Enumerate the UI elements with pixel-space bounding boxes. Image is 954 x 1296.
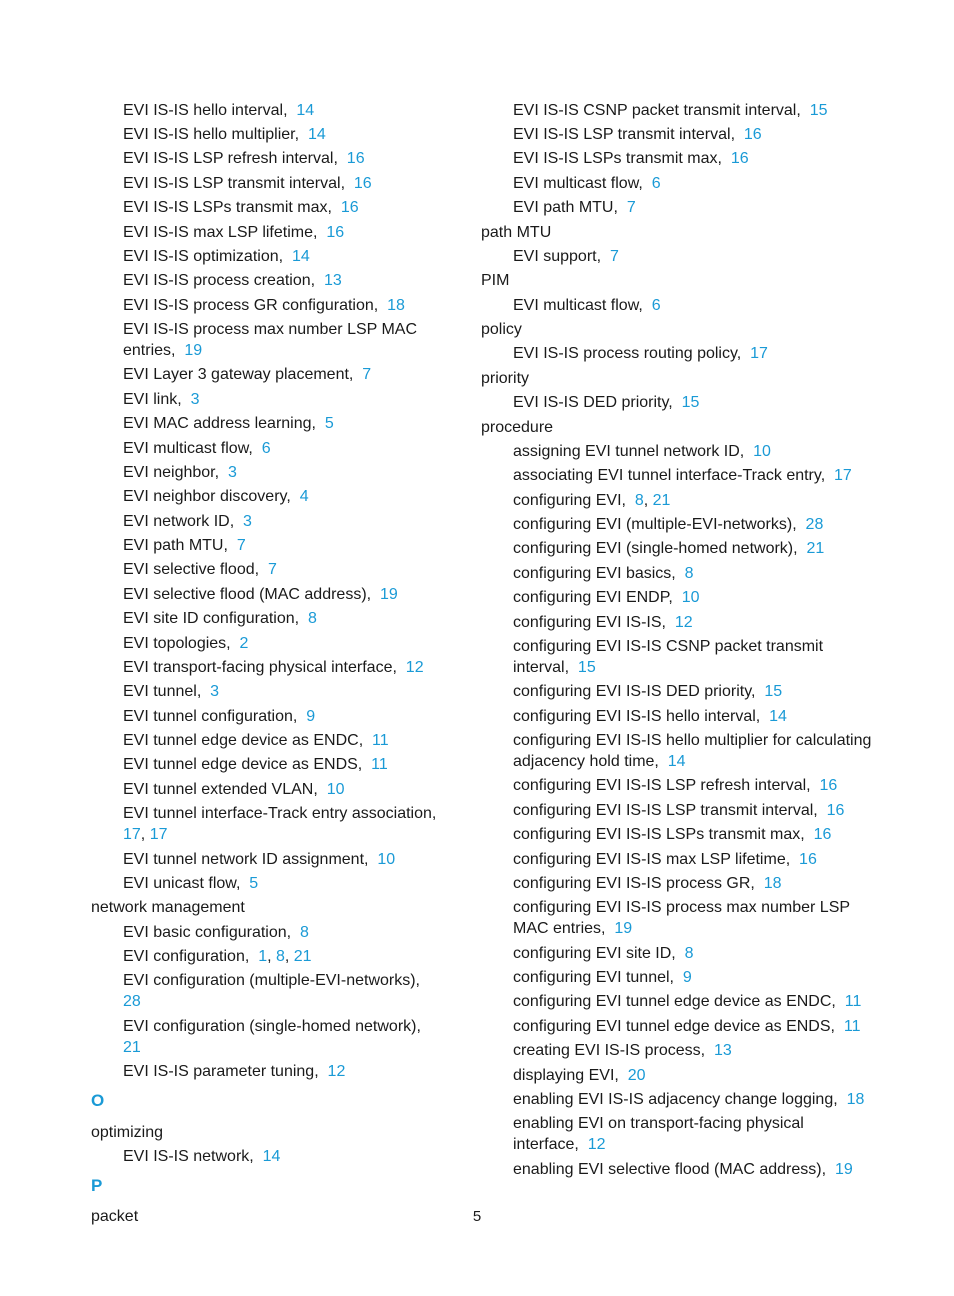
page-link[interactable]: 9 (306, 707, 316, 725)
index-subentry (91, 680, 441, 704)
page-link[interactable]: 19 (184, 342, 203, 360)
index-entry-text: EVI selective flood (MAC address), (123, 585, 372, 603)
index-entry-text: EVI selective flood, (123, 561, 260, 579)
index-subentry (481, 871, 876, 895)
index-subentry: EVI configuration, 1, 8, 21 (123, 948, 312, 966)
index-term (91, 1120, 441, 1144)
index-subentry (481, 896, 876, 941)
page-link[interactable]: 7 (609, 247, 619, 265)
page-link[interactable]: 19 (614, 920, 633, 938)
index-entry-text: EVI tunnel edge device as ENDC, (123, 732, 364, 750)
page-link[interactable]: 14 (667, 753, 686, 771)
page-link[interactable]: 10 (753, 442, 771, 460)
page-link[interactable]: 6 (651, 296, 661, 314)
page-link[interactable]: 13 (713, 1042, 732, 1060)
index-column-right (481, 98, 876, 1181)
index-subentry (91, 558, 441, 582)
index-entry-text: configuring EVI tunnel edge device as ENDC, (513, 993, 836, 1011)
index-entry-text: EVI tunnel network ID assignment, (123, 850, 369, 868)
index-entry-text: configuring EVI IS-IS process max number LSP MAC entries, (513, 899, 850, 938)
index-entry-text: configuring EVI, (513, 491, 626, 509)
index-subentry (481, 537, 876, 561)
index-subentry (91, 1060, 441, 1084)
index-subentry (481, 293, 876, 317)
index-subentry (91, 387, 441, 411)
page-link[interactable]: 11 (843, 1017, 861, 1035)
page-link[interactable]: 3 (210, 683, 220, 701)
page-link[interactable]: 16 (346, 150, 365, 168)
index-subentry (91, 436, 441, 460)
page-link[interactable]: 8 (634, 491, 644, 509)
index-subentry (481, 147, 876, 171)
index-subentry (91, 147, 441, 171)
index-subentry (91, 122, 441, 146)
index-entry-text: configuring EVI basics, (513, 564, 676, 582)
page-link[interactable]: 3 (243, 512, 252, 530)
index-subentry (481, 680, 876, 704)
index-subentry (91, 509, 441, 533)
index-entry-text: EVI unicast flow, (123, 874, 241, 892)
index-entry-text: EVI multicast flow, (513, 296, 643, 314)
index-subentry (91, 293, 441, 317)
page-link[interactable]: 6 (651, 174, 661, 192)
index-subentry (481, 823, 876, 847)
index-subentry (91, 582, 441, 606)
index-subentry (481, 586, 876, 610)
page-link[interactable]: 5 (249, 874, 259, 892)
index-subentry (481, 512, 876, 536)
index-subentry (481, 171, 876, 195)
index-entry-text: configuring EVI IS-IS LSP refresh interval, (513, 777, 811, 795)
page-link[interactable]: 17 (750, 345, 768, 363)
index-entry-text: EVI path MTU, (513, 199, 618, 217)
index-term (481, 317, 876, 341)
index-term (481, 269, 876, 293)
index-subentry (481, 1039, 876, 1063)
page-link[interactable]: 12 (674, 613, 693, 631)
page-link[interactable]: 8 (299, 923, 309, 941)
index-subentry (481, 847, 876, 871)
index-subentry (481, 98, 876, 122)
index-subentry: EVI tunnel interface-Track entry association, 17, 17 (123, 805, 437, 844)
index-entry-text: EVI IS-IS max LSP lifetime, (123, 223, 318, 241)
index-entry-text: priority (481, 369, 530, 387)
page-link[interactable]: 17 (149, 826, 168, 844)
page-link[interactable]: 1 (258, 948, 268, 966)
index-subentry (481, 464, 876, 488)
index-subentry (481, 1063, 876, 1087)
index-term (481, 415, 876, 439)
index-entry-text: path MTU (481, 223, 552, 241)
page-link[interactable]: 17 (834, 467, 852, 485)
page-number: 5 (472, 1208, 482, 1225)
index-column-left (91, 98, 441, 1229)
page-link[interactable]: 18 (387, 296, 405, 314)
page-link[interactable]: 14 (291, 247, 310, 265)
index-entry-text: packet (91, 1208, 139, 1226)
index-subentry (481, 439, 876, 463)
index-subentry (91, 196, 441, 220)
index-subentry (481, 990, 876, 1014)
page-link[interactable]: 15 (681, 394, 700, 412)
page-link[interactable]: 16 (819, 777, 838, 795)
index-entry-text: EVI IS-IS process creation, (123, 272, 316, 290)
index-subentry (481, 561, 876, 585)
page-link[interactable]: 19 (834, 1160, 853, 1178)
index-entry-text: EVI tunnel configuration, (123, 707, 298, 725)
index-entry-text: configuring EVI site ID, (513, 944, 676, 962)
index-subentry (481, 196, 876, 220)
page-link[interactable]: 10 (326, 780, 345, 798)
index-entry-text: EVI configuration (single-homed network), (123, 1017, 421, 1035)
index-subentry (481, 1157, 876, 1181)
page-link[interactable]: 20 (627, 1066, 646, 1084)
page-link[interactable]: 13 (323, 272, 342, 290)
page-link[interactable]: 19 (379, 585, 398, 603)
index-entry-text: configuring EVI tunnel edge device as ENDS, (513, 1017, 835, 1035)
index-entry-text: EVI IS-IS LSP transmit interval, (123, 174, 346, 192)
index-subentry (91, 1014, 441, 1059)
page-link[interactable]: 18 (846, 1090, 865, 1108)
index-subentry (91, 412, 441, 436)
index-subentry (481, 1087, 876, 1111)
index-subentry (91, 753, 441, 777)
index-entry-text: EVI configuration, (123, 948, 250, 966)
page-link[interactable]: 7 (236, 537, 246, 555)
index-subentry (91, 317, 441, 362)
page-link[interactable]: 10 (377, 850, 396, 868)
index-entry-text: EVI tunnel, (123, 683, 202, 701)
index-entry-text: configuring EVI IS-IS process GR, (513, 874, 755, 892)
index-subentry: configuring EVI, 8, 21 (513, 491, 671, 509)
index-subentry (481, 1112, 876, 1157)
page-link[interactable]: 15 (764, 683, 783, 701)
index-entry-text: configuring EVI (single-homed network), (513, 540, 798, 558)
index-entry-text: EVI tunnel extended VLAN, (123, 780, 318, 798)
index-subentry (481, 1014, 876, 1038)
index-entry-text: EVI IS-IS DED priority, (513, 394, 673, 412)
page-link[interactable]: 18 (763, 874, 782, 892)
index-entry-text: EVI topologies, (123, 634, 231, 652)
page-link[interactable]: 5 (324, 415, 334, 433)
index-entry-text: EVI support, (513, 247, 602, 265)
page-link[interactable]: 9 (682, 969, 692, 987)
index-entry-text: configuring EVI tunnel, (513, 969, 674, 987)
index-entry-text: configuring EVI IS-IS hello multiplier for calculating adjacency hold time, (513, 732, 872, 771)
page-link[interactable]: 4 (299, 488, 309, 506)
page-link[interactable]: 14 (769, 707, 787, 725)
index-entry-text: optimizing (91, 1123, 164, 1141)
index-subentry (481, 798, 876, 822)
index-subentry (91, 631, 441, 655)
page-link[interactable]: 16 (813, 826, 832, 844)
page-link[interactable]: 12 (405, 658, 424, 676)
index-entry-text: EVI neighbor, (123, 463, 220, 481)
index-subentry (481, 941, 876, 965)
index-subentry (481, 391, 876, 415)
page-link[interactable]: 11 (372, 732, 389, 750)
index-entry-text: EVI MAC address learning, (123, 415, 316, 433)
index-subentry (91, 485, 441, 509)
index-entry-text: configuring EVI IS-IS DED priority, (513, 683, 756, 701)
page-link[interactable]: 3 (190, 390, 200, 408)
index-subentry (91, 871, 441, 895)
index-subentry (481, 342, 876, 366)
index-entry-text: assigning EVI tunnel network ID, (513, 442, 745, 460)
page-link[interactable]: 2 (239, 634, 249, 652)
index-entry-text: PIM (481, 272, 510, 290)
page-link[interactable]: 14 (262, 1147, 281, 1165)
index-subentry (481, 610, 876, 634)
index-entry-text: EVI IS-IS process max number LSP MAC entries, (123, 321, 418, 360)
index-entry-text: EVI link, (123, 390, 182, 408)
index-entry-text: EVI Layer 3 gateway placement, (123, 366, 354, 384)
index-entry-text: EVI IS-IS LSP refresh interval, (123, 150, 338, 168)
page-link[interactable]: 8 (307, 610, 317, 628)
index-entry-text: configuring EVI IS-IS hello interval, (513, 707, 761, 725)
index-entry-text: configuring EVI ENDP, (513, 589, 673, 607)
index-entry-text: EVI IS-IS process routing policy, (513, 345, 742, 363)
index-subentry (481, 728, 876, 773)
index-entry-text: enabling EVI IS-IS adjacency change logging, (513, 1090, 838, 1108)
page-link[interactable]: 17 (123, 826, 141, 844)
page-link[interactable]: 16 (826, 801, 845, 819)
index-entry-text: EVI site ID configuration, (123, 610, 300, 628)
page-link[interactable]: 7 (267, 561, 277, 579)
index-entry-text: EVI multicast flow, (513, 174, 643, 192)
index-letter-heading: P (91, 1175, 103, 1195)
page-link[interactable]: 11 (844, 993, 862, 1011)
index-subentry (91, 847, 441, 871)
index-term (481, 366, 876, 390)
index-entry-text: EVI IS-IS hello interval, (123, 101, 288, 119)
index-entry-text: EVI IS-IS LSPs transmit max, (123, 199, 332, 217)
index-subentry (91, 533, 441, 557)
index-subentry (91, 728, 441, 752)
page-link[interactable]: 7 (626, 199, 636, 217)
index-subentry (91, 704, 441, 728)
page-link[interactable]: 7 (362, 366, 372, 384)
index-entry-text: EVI neighbor discovery, (123, 488, 291, 506)
page-link[interactable]: 12 (327, 1063, 346, 1081)
index-entry-text: configuring EVI (multiple-EVI-networks), (513, 516, 797, 534)
index-entry-text: EVI configuration (multiple-EVI-networks), (123, 972, 420, 990)
index-subentry (91, 1144, 441, 1168)
page-link[interactable]: 16 (326, 223, 345, 241)
index-entry-text: creating EVI IS-IS process, (513, 1042, 706, 1060)
index-entry-text: EVI IS-IS hello multiplier, (123, 126, 300, 144)
index-entry-text: configuring EVI IS-IS LSPs transmit max, (513, 826, 805, 844)
index-subentry (481, 704, 876, 728)
index-subentry (91, 607, 441, 631)
index-subentry (91, 244, 441, 268)
index-entry-text: EVI multicast flow, (123, 439, 253, 457)
index-entry-text: configuring EVI IS-IS CSNP packet transmit interval, (513, 637, 824, 676)
page-link[interactable]: 12 (587, 1136, 606, 1154)
index-entry-text: EVI network ID, (123, 512, 235, 530)
index-entry-text: EVI tunnel edge device as ENDS, (123, 756, 363, 774)
index-entry-text: EVI IS-IS CSNP packet transmit interval, (513, 101, 801, 119)
page-link[interactable]: 10 (681, 589, 700, 607)
index-subentry (481, 634, 876, 679)
index-subentry (91, 220, 441, 244)
index-entry-text: network management (91, 899, 245, 917)
index-entry-text: configuring EVI IS-IS max LSP lifetime, (513, 850, 791, 868)
index-subentry (481, 774, 876, 798)
page-link[interactable]: 14 (307, 126, 326, 144)
page-link[interactable]: 21 (293, 948, 312, 966)
index-subentry (91, 969, 441, 1014)
index-entry-text: EVI IS-IS LSPs transmit max, (513, 150, 722, 168)
index-subentry (91, 920, 441, 944)
index-term (481, 220, 876, 244)
index-letter-heading: O (91, 1090, 105, 1110)
index-entry-text: EVI IS-IS optimization, (123, 247, 284, 265)
page-link[interactable]: 16 (743, 126, 762, 144)
page-link[interactable]: 16 (353, 174, 372, 192)
index-entry-text: EVI transport-facing physical interface, (123, 658, 397, 676)
index-entry-text: policy (481, 321, 522, 339)
page-link[interactable]: 11 (371, 756, 388, 774)
page-link[interactable]: 3 (227, 463, 237, 481)
index-entry-text: EVI IS-IS parameter tuning, (123, 1063, 319, 1081)
index-entry-text: EVI IS-IS network, (123, 1147, 254, 1165)
index-subentry (91, 98, 441, 122)
index-entry-text: EVI IS-IS LSP transmit interval, (513, 126, 736, 144)
index-entry-text: EVI basic configuration, (123, 923, 292, 941)
index-entry-text: EVI IS-IS process GR configuration, (123, 296, 379, 314)
index-subentry (91, 460, 441, 484)
index-entry-text: configuring EVI IS-IS, (513, 613, 666, 631)
page-link[interactable]: 28 (123, 993, 141, 1011)
page-link[interactable]: 14 (296, 101, 315, 119)
page-link[interactable]: 21 (652, 491, 671, 509)
index-subentry (91, 171, 441, 195)
index-entry-text: EVI tunnel interface-Track entry association, (123, 805, 437, 823)
index-entry-text: EVI path MTU, (123, 537, 228, 555)
page-link[interactable]: 16 (340, 199, 359, 217)
page-link[interactable]: 21 (123, 1038, 141, 1056)
page-link[interactable]: 15 (577, 658, 596, 676)
index-entry-text: enabling EVI selective flood (MAC address), (513, 1160, 827, 1178)
index-subentry (481, 122, 876, 146)
index-entry-text: enabling EVI on transport-facing physical interface, (513, 1115, 804, 1154)
page-link[interactable]: 16 (799, 850, 817, 868)
index-subentry (91, 363, 441, 387)
page-link[interactable]: 16 (730, 150, 749, 168)
page-link[interactable]: 28 (805, 516, 824, 534)
index-subentry (481, 965, 876, 989)
page-link[interactable]: 6 (261, 439, 271, 457)
index-subentry (91, 269, 441, 293)
index-entry-text: configuring EVI IS-IS LSP transmit interval, (513, 801, 818, 819)
index-entry-text: displaying EVI, (513, 1066, 619, 1084)
index-subentry (91, 655, 441, 679)
page-link[interactable]: 15 (809, 101, 828, 119)
index-subentry (481, 244, 876, 268)
page-link[interactable]: 8 (684, 944, 694, 962)
page-link[interactable]: 8 (275, 948, 285, 966)
index-entry-text: associating EVI tunnel interface-Track entry, (513, 467, 826, 485)
index-subentry (91, 777, 441, 801)
page-link[interactable]: 8 (684, 564, 694, 582)
page-link[interactable]: 21 (806, 540, 825, 558)
index-term (91, 896, 441, 920)
index-entry-text: procedure (481, 418, 554, 436)
